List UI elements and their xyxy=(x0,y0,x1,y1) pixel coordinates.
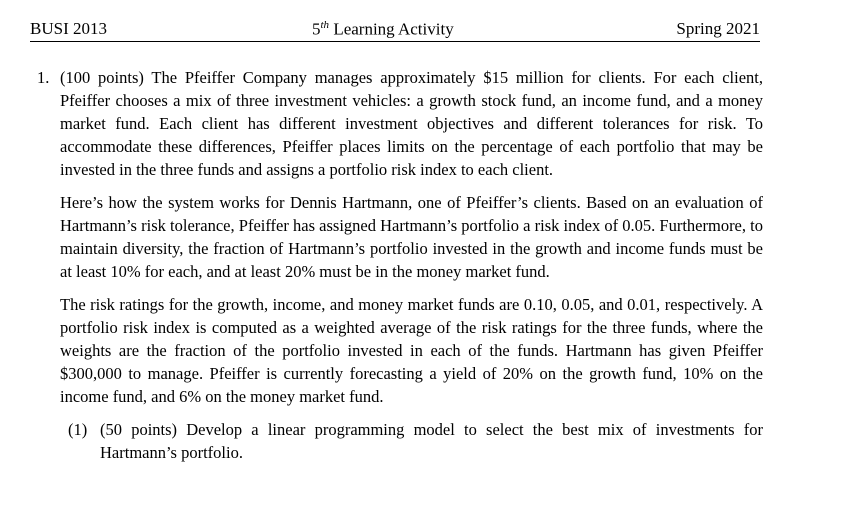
problem-paragraph-2: Here’s how the system works for Dennis Hartmann, one of Pfeiffer’s clients. Based on an evaluation of Hartmann’s risk tolerance, Pfeiffer has assigned Hartmann’s portfolio a risk index of 0.05. Furthermore, to maintain diversity, the fraction of Hartmann’s portfolio invested in the growth and income funds must be at least 10% for each, and at least 20% must be in the money market fund. xyxy=(60,193,763,281)
subpart-number: (1) xyxy=(68,420,88,439)
term-label: Spring 2021 xyxy=(676,19,760,38)
page-header xyxy=(30,17,760,42)
problem-paragraph-1: (100 points) The Pfeiffer Company manages approximately $15 million for clients. For each client, Pfeiffer chooses a mix of three investment vehicles: a growth stock fund, an income fund, and a money market fund. Each client has different investment objectives and different tolerances for risk. To accommodate these differences, Pfeiffer places limits on the percentage of each portfolio that may be invested in the three funds and assigns a portfolio risk index to each client. xyxy=(60,68,763,179)
problem-content xyxy=(30,66,763,474)
activity-title xyxy=(312,19,454,40)
activity-ordinal-suffix: th xyxy=(320,19,330,31)
activity-label: Learning Activity xyxy=(329,19,454,39)
activity-number: 5 xyxy=(312,19,321,39)
problem-number: 1. xyxy=(37,68,50,87)
problem-paragraph-3: The risk ratings for the growth, income, and money market funds are 0.10, 0.05, and 0.01, respectively. A portfolio risk index is computed as a weighted average of the risk ratings for the three funds, where the weights are the fraction of the portfolio invested in each of the funds. Hartmann has given Pfeiffer $300,000 to manage. Pfeiffer is currently forecasting a yield of 20% on the growth fund, 10% on the income fund, and 6% on the money market fund. xyxy=(60,295,763,406)
problem-item-1 xyxy=(30,66,763,464)
subpart-text: (50 points) Develop a linear programming model to select the best mix of investments for Hartmann’s portfolio. xyxy=(100,420,763,462)
course-code: BUSI 2013 xyxy=(30,19,107,38)
subpart-1 xyxy=(60,418,763,464)
